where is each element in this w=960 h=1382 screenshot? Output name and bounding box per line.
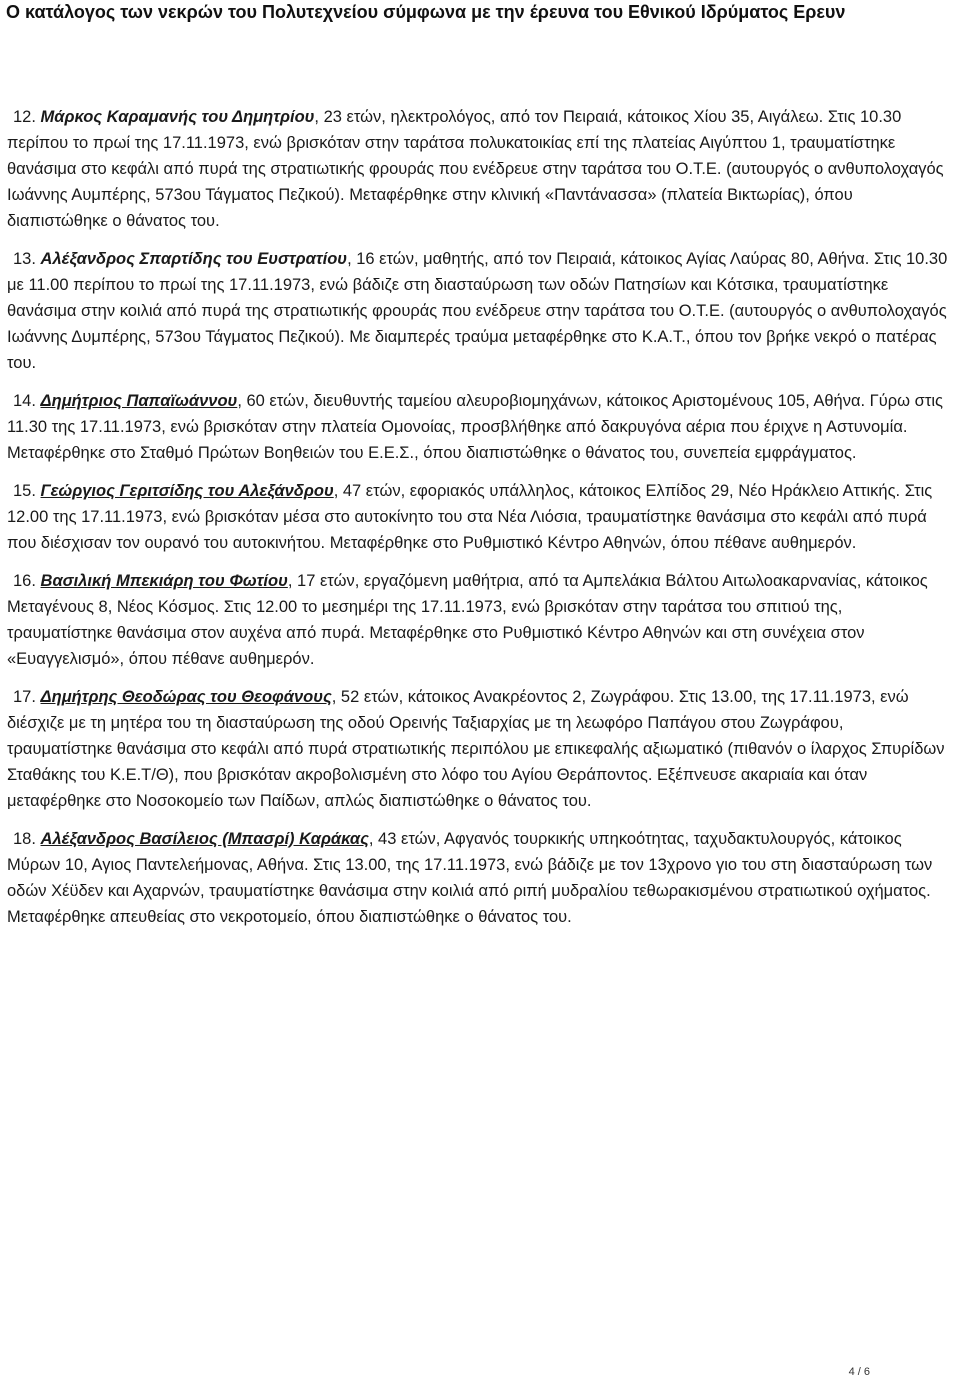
entry-text: , 23 ετών, ηλεκτρολόγος, από τον Πειραιά, κάτοικος Χίου 35, Αιγάλεω. Στις 10.30 περίπου το πρωί της 17.11.1973, ενώ βρισκόταν στην ταράτσα πολυκατοικίας επί της πλατείας Αιγύπτου 1, τραυματίστηκε θανάσιμα στο κεφάλι από πυρά της στρατιωτικής φρουράς που ενέδρευε στην ταράτσα του Ο.Τ.Ε. (αυτουργός ο ανθυπολοχαγός Ιωάννης Αυμπέρης, 573ου Τάγματος Πεζικού). Μεταφέρθηκε στην κλινική «Παντάνασσα» (πλατεία Βικτωρίας), όπου διαπιστώθηκε ο θάνατος του. [7, 108, 944, 230]
entry-name: Δημήτρης Θεοδώρας του Θεοφάνους [40, 688, 332, 706]
entry-number: 16. [13, 572, 36, 590]
list-item [7, 388, 952, 466]
entry-number: 18. [13, 830, 36, 848]
list-item [7, 684, 952, 814]
list-item [7, 478, 952, 556]
entry-name: Αλέξανδρος Βασίλειος (Μπασρί) Καράκας [40, 830, 369, 848]
entry-text: , 60 ετών, διευθυντής ταμείου αλευροβιομηχάνων, κάτοικος Αριστομένους 105, Αθήνα. Γύρω στις 11.30 της 17.11.1973, ενώ βρισκόταν στην πλατεία Ομονοίας, προσβλήθηκε από δακρυγόνα αέρια που έριχνε η Αστυνομία. Μεταφέρθηκε στο Σταθμό Πρώτων Βοηθειών του Ε.Ε.Σ., όπου διαπιστώθηκε ο θάνατος του, συνεπεία εμφράγματος. [7, 392, 943, 462]
entry-text: , 47 ετών, εφοριακός υπάλληλος, κάτοικος Ελπίδος 29, Νέο Ηράκλειο Αττικής. Στις 12.00 της 17.11.1973, ενώ βρισκόταν μέσα στο αυτοκίνητο του στα Νέα Λιόσια, τραυματίστηκε θανάσιμα στο κεφάλι από πυρά που διέσχισαν τον ουρανό του αυτοκινήτου. Μεταφέρθηκε στο Ρυθμιστικό Κέντρο Αθηνών, όπου πέθανε αυθημερόν. [7, 482, 933, 552]
entry-number: 13. [13, 250, 36, 268]
entry-name: Δημήτριος Παπαϊωάννου [40, 392, 238, 410]
list-item [7, 826, 952, 930]
list-item [7, 246, 952, 376]
entry-name: Βασιλική Μπεκιάρη του Φωτίου [40, 572, 288, 590]
entry-text: , 52 ετών, κάτοικος Ανακρέοντος 2, Ζωγράφου. Στις 13.00, της 17.11.1973, ενώ διέσχιζε με τη μητέρα του τη διασταύρωση της οδού Ορεινής Ταξιαρχίας με τη λεωφόρο Παπάγου στου Ζωγράφου, τραυματίστηκε θανάσιμα στο κεφάλι από πυρά στρατιωτικής περιπόλου με επικεφαλής αξιωματικό (πιθανόν ο ίλαρχος Σπυρίδων Σταθάκης του Κ.Ε.Τ/Θ), που βρισκόταν ακροβολισμένη στο λόφο του Αγίου Θεράποντος. Εξέπνευσε ακαριαία και όταν μεταφέρθηκε στο Νοσοκομείο των Παίδων, απλώς διαπιστώθηκε ο θάνατος του. [7, 688, 945, 810]
entry-name: Γεώργιος Γεριτσίδης του Αλεξάνδρου [40, 482, 334, 500]
entry-text: , 17 ετών, εργαζόμενη μαθήτρια, από τα Αμπελάκια Βάλτου Αιτωλοακαρνανίας, κάτοικος Μεταγένους 8, Νέος Κόσμος. Στις 12.00 το μεσημέρι της 17.11.1973, ενώ βρισκόταν στην ταράτσα του σπιτιού της, τραυματίστηκε θανάσιμα στον αυχένα από πυρά. Μεταφέρθηκε στο Ρυθμιστικό Κέντρο Αθηνών και στη συνέχεια στον «Ευαγγελισμό», όπου πέθανε αυθημερόν. [7, 572, 928, 668]
entry-text: , 43 ετών, Αφγανός τουρκικής υπηκοότητας, ταχυδακτυλουργός, κάτοικος Μύρων 10, Αγιος Παντελεήμονας, Αθήνα. Στις 13.00, της 17.11.1973, ενώ βάδιζε με τον 13χρονο γιο του στη διασταύρωση των οδών Χέϋδεν και Αχαρνών, τραυματίστηκε θανάσιμα στην κοιλιά από ριπή μυδραλίου τεθωρακισμένου στρατιωτικού οχήματος. Μεταφέρθηκε απευθείας στο νεκροτομείο, όπου διαπιστώθηκε ο θάνατος του. [7, 830, 933, 926]
list-item [7, 568, 952, 672]
entry-name: Αλέξανδρος Σπαρτίδης του Ευστρατίου [40, 250, 348, 268]
entry-name: Μάρκος Καραμανής του Δημητρίου [40, 108, 315, 126]
document-body [7, 104, 952, 942]
list-item [7, 104, 952, 234]
entry-number: 14. [13, 392, 36, 410]
entry-number: 15. [13, 482, 36, 500]
entry-number: 12. [13, 108, 36, 126]
entry-text: , 16 ετών, μαθητής, από τον Πειραιά, κάτοικος Αγίας Λαύρας 80, Αθήνα. Στις 10.30 με 11.00 περίπου το πρωί της 17.11.1973, ενώ βάδιζε στη διασταύρωση των οδών Πατησίων και Κότσικα, τραυματίστηκε θανάσιμα στην κοιλιά από πυρά της στρατιωτικής φρουράς που ενέδρευε στην ταράτσα του Ο.Τ.Ε. (αυτουργός ο ανθυπολοχαγός Ιωάννης Δυμπέρης, 573ου Τάγματος Πεζικού). Με διαμπερές τραύμα μεταφέρθηκε στο Κ.Α.Τ., όπου τον βρήκε νεκρό ο πατέρας του. [7, 250, 948, 372]
entry-number: 17. [13, 688, 36, 706]
page-title: Ο κατάλογος των νεκρών του Πολυτεχνείου σύμφωνα με την έρευνα του Εθνικού Ιδρύματος Ερευν [6, 2, 846, 22]
page-number: 4 / 6 [848, 1366, 870, 1378]
